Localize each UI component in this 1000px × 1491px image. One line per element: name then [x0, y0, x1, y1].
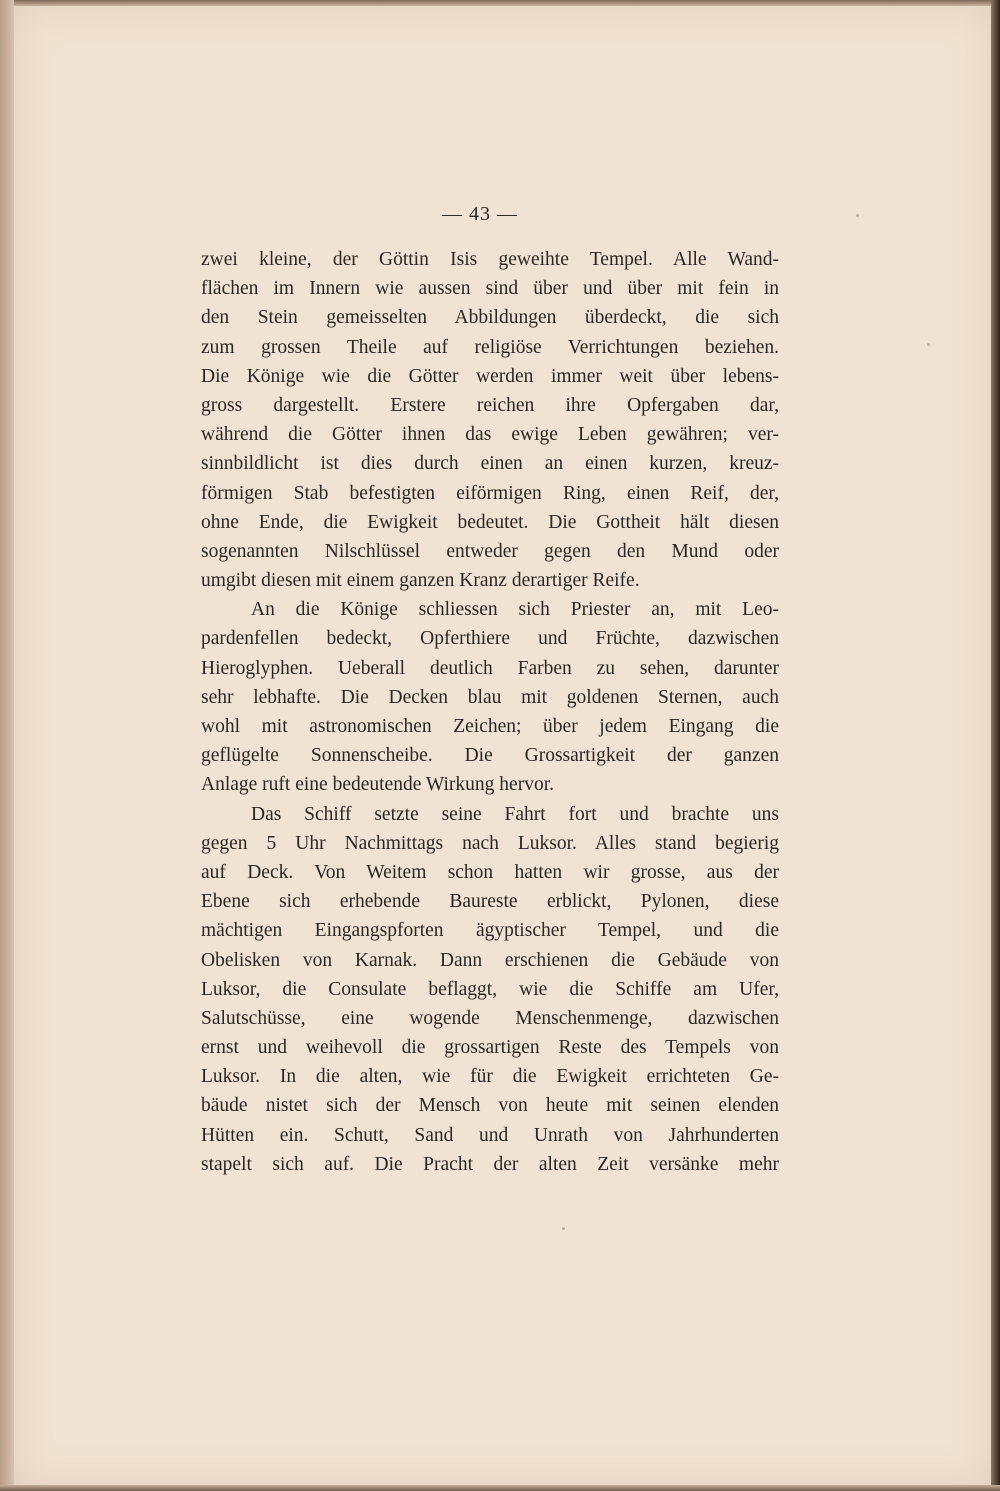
text-line: flächen im Innern wie aussen sind über und über mit fein in	[201, 278, 779, 300]
paper-speck	[562, 1227, 565, 1230]
text-line: Hütten ein. Schutt, Sand und Unrath von Jahrhunderten	[201, 1124, 779, 1146]
text-line: den Stein gemeisselten Abbildungen überdeckt, die sich	[201, 307, 779, 329]
page-edge-right	[991, 0, 1000, 1491]
text-line: pardenfellen bedeckt, Opferthiere und Früchte, dazwischen	[201, 628, 779, 650]
body-text	[201, 245, 779, 1179]
text-line: geflügelte Sonnenscheibe. Die Grossartigkeit der ganzen	[201, 745, 779, 767]
text-line: Die Könige wie die Götter werden immer weit über lebens-	[201, 365, 779, 387]
page-edge-bottom	[0, 1485, 1000, 1491]
text-line: ernst und weihevoll die grossartigen Reste des Tempels von	[201, 1037, 779, 1059]
text-line: auf Deck. Von Weitem schon hatten wir grosse, aus der	[201, 861, 779, 883]
text-line: während die Götter ihnen das ewige Leben gewähren; ver-	[201, 424, 779, 446]
text-line: sinnbildlicht ist dies durch einen an einen kurzen, kreuz-	[201, 453, 779, 475]
text-line-paragraph-start: Das Schiff setzte seine Fahrt fort und brachte uns	[251, 803, 779, 825]
text-line: sogenannten Nilschlüssel entweder gegen den Mund oder	[201, 540, 779, 562]
text-line-paragraph-end: Anlage ruft eine bedeutende Wirkung hervor.	[201, 774, 554, 796]
page-edge-left	[0, 0, 14, 1491]
text-line: Obelisken von Karnak. Dann erschienen die Gebäude von	[201, 949, 779, 971]
text-line: gegen 5 Uhr Nachmittags nach Luksor. Alles stand begierig	[201, 832, 779, 854]
text-line: gross dargestellt. Erstere reichen ihre Opfergaben dar,	[201, 394, 779, 416]
page-number: — 43 —	[442, 203, 518, 225]
paper-speck	[927, 343, 930, 346]
text-line: mächtigen Eingangspforten ägyptischer Tempel, und die	[201, 920, 779, 942]
text-line: zwei kleine, der Göttin Isis geweihte Tempel. Alle Wand-	[201, 249, 779, 270]
text-line: sehr lebhafte. Die Decken blau mit goldenen Sternen, auch	[201, 686, 779, 708]
text-line: bäude nistet sich der Mensch von heute mit seinen elenden	[201, 1095, 779, 1117]
text-line: ohne Ende, die Ewigkeit bedeutet. Die Gottheit hält diesen	[201, 511, 779, 533]
paper-speck	[856, 214, 859, 217]
text-line: Ebene sich erhebende Baureste erblickt, Pylonen, diese	[201, 891, 779, 913]
text-line: Hieroglyphen. Ueberall deutlich Farben zu sehen, darunter	[201, 657, 779, 679]
text-line: Luksor, die Consulate beflaggt, wie die Schiffe am Ufer,	[201, 978, 779, 1000]
text-line: förmigen Stab befestigten eiförmigen Ring, einen Reif, der,	[201, 482, 779, 504]
text-line-paragraph-end: umgibt diesen mit einem ganzen Kranz derartiger Reife.	[201, 570, 640, 592]
text-line: stapelt sich auf. Die Pracht der alten Zeit versänke mehr	[201, 1153, 779, 1175]
text-line: Salutschüsse, eine wogende Menschenmenge, dazwischen	[201, 1007, 779, 1029]
text-line: wohl mit astronomischen Zeichen; über jedem Eingang die	[201, 716, 779, 737]
text-line-paragraph-start: An die Könige schliessen sich Priester an, mit Leo-	[251, 599, 779, 621]
text-line: zum grossen Theile auf religiöse Verrichtungen beziehen.	[201, 336, 779, 358]
text-line: Luksor. In die alten, wie für die Ewigkeit errichteten Ge-	[201, 1066, 779, 1088]
